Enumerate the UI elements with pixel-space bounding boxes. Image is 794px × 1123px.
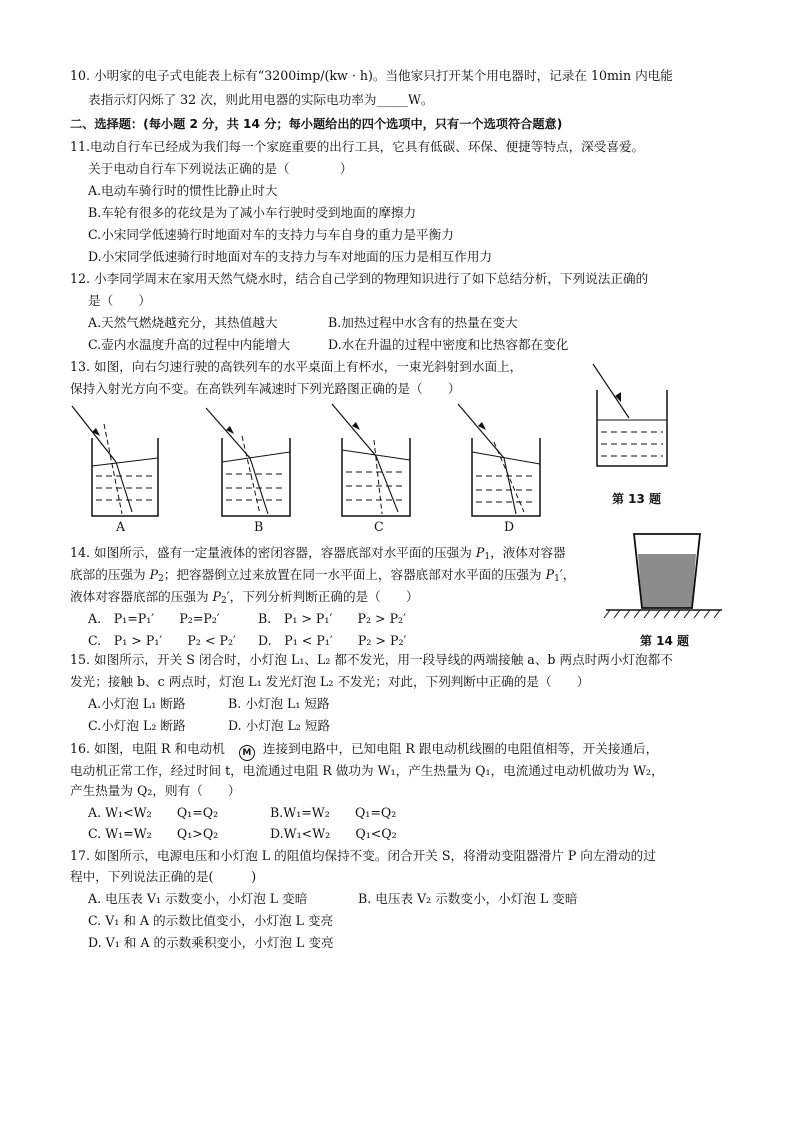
q14-line1-a: 14. 如图所示，盛有一定量液体的密闭容器，容器底部对水平面的压强为 (70, 545, 476, 560)
q17-option-c: C. V₁ 和 A 的示数比值变小，小灯泡 L 变亮 (88, 913, 334, 928)
q13-line2: 保持入射光方向不变。在高铁列车减速时下列光路图正确的是（ ） (70, 381, 461, 396)
q16-option-a: A. W₁<W₂ Q₁=Q₂ (88, 805, 219, 820)
q11-line2: 关于电动自行车下列说法正确的是（ ） (88, 161, 353, 176)
motor-icon: M (239, 745, 255, 761)
q16-option-c: C. W₁=W₂ Q₁>Q₂ (88, 826, 219, 841)
q12-option-c: C.壶内水温度升高的过程中内能增大 (88, 337, 291, 352)
q13-label-c: C (374, 519, 384, 534)
q14-option-a: A. P₁=P₁′ P₂=P₂′ (88, 611, 220, 626)
q17-line2: 程中，下列说法正确的是( ) (70, 869, 257, 884)
section-heading: 二、选择题：(每小题 2 分，共 14 分；每小题给出的四个选项中，只有一个选项符合题意) (70, 117, 563, 131)
q17-option-d: D. V₁ 和 A 的示数乘积变小，小灯泡 L 变亮 (88, 935, 334, 950)
q11-option-d: D.小宋同学低速骑行时地面对车的支持力与车对地面的压力是相互作用力 (88, 249, 493, 264)
q14-line2-a: 底部的压强为 (70, 567, 150, 582)
q16-option-b: B.W₁=W₂ Q₁=Q₂ (270, 805, 397, 820)
q14-line3-a: 液体对容器底部的压强为 (70, 589, 213, 604)
q11-option-a: A.电动车骑行时的惯性比静止时大 (88, 183, 278, 198)
q12-option-a: A.天然气燃烧越充分，其热值越大 (88, 315, 278, 330)
q15-option-d: D. 小灯泡 L₂ 短路 (228, 718, 331, 733)
q16-line3: 产生热量为 Q₂，则有（ ） (70, 783, 241, 798)
q14-container-figure (604, 526, 724, 626)
q16-option-d: D.W₁<W₂ Q₁<Q₂ (270, 826, 397, 841)
q16-line1-a: 16. 如图，电阻 R 和电动机 (70, 741, 225, 756)
q15-option-b: B. 小灯泡 L₁ 短路 (228, 696, 330, 711)
q14-line1: 14. 如图所示，盛有一定量液体的密闭容器，容器底部对水平面的压强为 $P_1$，液体对容器 (70, 545, 566, 562)
q13-diagram-a (70, 400, 170, 520)
q12-line2: 是（ ） (88, 293, 151, 308)
q17-line1: 17. 如图所示，电源电压和小灯泡 L 的阻值均保持不变。闭合开关 S，将滑动变阻器滑片 P 向左滑动的过 (70, 848, 656, 863)
q13-line1: 13. 如图，向右匀速行驶的高铁列车的水平桌面上有杯水，一束光斜射到水面上， (70, 359, 523, 374)
q13-label-a: A (116, 519, 126, 534)
q14-line3-b: ，下列分析判断正确的是（ ） (229, 589, 419, 604)
q12-line1: 12. 小李同学周末在家用天然气烧水时，结合自己学到的物理知识进行了如下总结分析，下列说法正确的 (70, 271, 649, 286)
q14-option-c: C. P₁ > P₁′ P₂ < P₂′ (88, 633, 236, 648)
q15-line2: 发光；接触 b、c 两点时，灯泡 L₁ 发光灯泡 L₂ 不发光；对此，下列判断中正确的是（ ） (70, 674, 590, 689)
q11-option-b: B.车轮有很多的花纹是为了减小车行驶时受到地面的摩擦力 (88, 205, 417, 220)
q13-diagram-d (450, 400, 550, 520)
q14-caption: 第 14 题 (640, 634, 690, 648)
q10-line1: 10. 小明家的电子式电能表上标有“3200imp/(kw · h)。当他家只打开某个用电器时，记录在 10min 内电能 (70, 68, 673, 83)
q16-line2: 电动机正常工作，经过时间 t，电流通过电阻 R 做功为 W₁，产生热量为 Q₁，电流通过电动机做功为 W₂， (70, 763, 664, 778)
q14-option-d: D. P₁ < P₁′ P₂ > P₂′ (258, 633, 407, 648)
q14-line2-b: ；把容器倒立过来放置在同一水平面上，容器底部对水平面的压强为 (163, 567, 546, 582)
q14-line1-b: ，液体对容器 (490, 545, 566, 560)
q10-line2: 表指示灯闪烁了 32 次，则此用电器的实际电功率为_____W。 (88, 92, 434, 107)
q11-line1: 11.电动自行车已经成为我们每一个家庭重要的出行工具，它具有低碳、环保、便捷等特点，深受喜爱。 (70, 139, 645, 154)
q14-line3: 液体对容器底部的压强为 $P_2'$，下列分析判断正确的是（ ） (70, 589, 419, 606)
q13-diagram-c (322, 400, 422, 520)
q14-line2: 底部的压强为 $P_2$；把容器倒立过来放置在同一水平面上，容器底部对水平面的压强为 $P_1'$， (70, 567, 576, 584)
q13-label-d: D (504, 519, 515, 534)
q15-option-c: C.小灯泡 L₂ 断路 (88, 718, 186, 733)
q12-option-b: B.加热过程中水含有的热量在变大 (328, 315, 518, 330)
q16-line1-b: 连接到电路中，已知电阻 R 跟电动机线圈的电阻值相等，开关接通后， (262, 741, 659, 756)
q15-option-a: A.小灯泡 L₁ 断路 (88, 696, 186, 711)
q14-option-b: B. P₁ > P₁′ P₂ > P₂′ (258, 611, 406, 626)
q13-label-b: B (254, 519, 264, 534)
q15-line1: 15. 如图所示，开关 S 闭合时，小灯泡 L₁、L₂ 都不发光，用一段导线的两端接触 a、b 两点时两小灯泡都不 (70, 652, 673, 667)
q17-option-a: A. 电压表 V₁ 示数变小，小灯泡 L 变暗 (88, 891, 308, 906)
q13-reference-figure (585, 360, 675, 470)
q13-caption: 第 13 题 (612, 492, 662, 506)
q13-diagram-b (202, 400, 302, 520)
q11-option-c: C.小宋同学低速骑行时地面对车的支持力与车自身的重力是平衡力 (88, 227, 454, 242)
q16-line1 (70, 741, 658, 761)
q17-option-b: B. 电压表 V₂ 示数变小，小灯泡 L 变暗 (358, 891, 578, 906)
q12-option-d: D.水在升温的过程中密度和比热容都在变化 (328, 337, 569, 352)
